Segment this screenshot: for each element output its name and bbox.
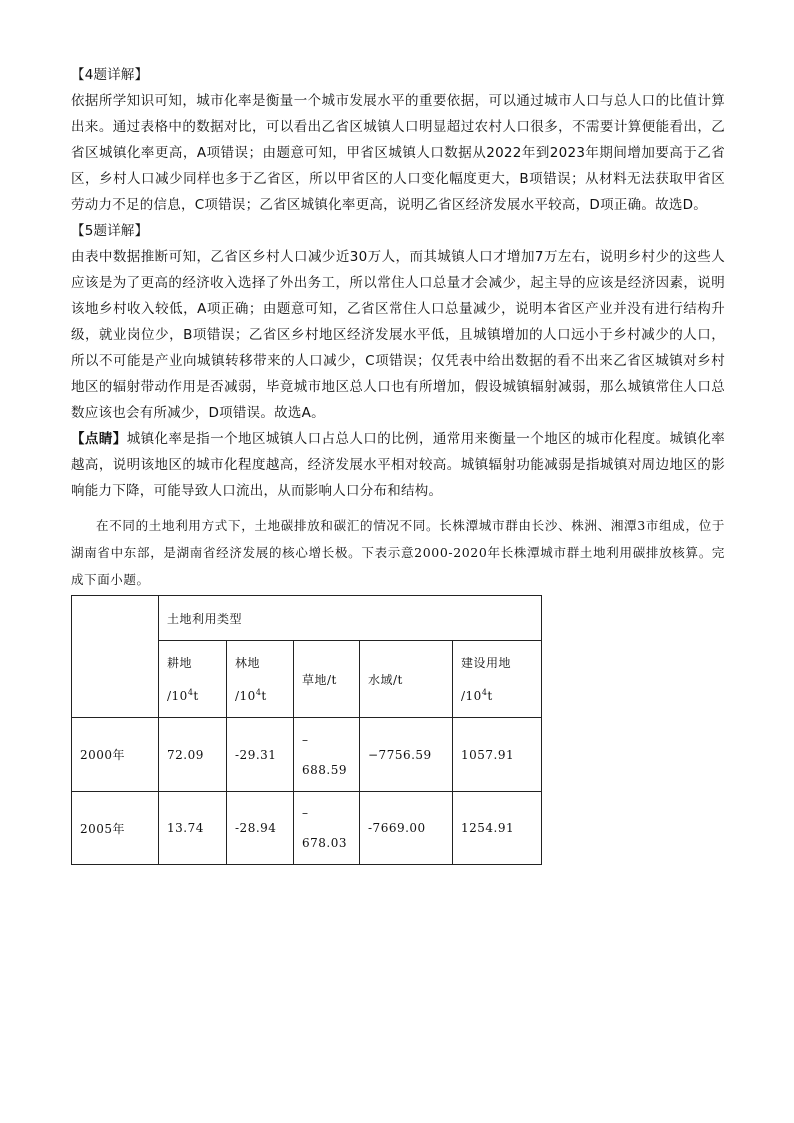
- col-header-water: 水域/t: [360, 641, 453, 718]
- cell-grassland-value: 678.03: [302, 836, 347, 850]
- carbon-emission-table: [71, 595, 542, 865]
- cell-grassland-value: 688.59: [302, 762, 347, 777]
- cell-grassland: [294, 792, 360, 865]
- q4-heading: 【4题详解】: [71, 67, 149, 83]
- col-header-farmland-name: 耕地: [167, 655, 193, 670]
- table-group-header-row: [72, 596, 542, 641]
- table-corner-cell: [72, 596, 159, 718]
- table-row: [72, 718, 542, 792]
- cell-forest: -28.94: [227, 792, 294, 865]
- cell-construction: 1254.91: [453, 792, 542, 865]
- cell-farmland: 72.09: [159, 718, 227, 792]
- col-header-forest: [227, 641, 294, 718]
- table-row: [72, 792, 542, 865]
- document-page: [71, 62, 725, 865]
- row-year: 2000年: [72, 718, 159, 792]
- cell-water: −7756.59: [360, 718, 453, 792]
- land-use-type-header: 土地利用类型: [159, 596, 542, 641]
- col-header-farmland-unit: $/10^4t$: [167, 687, 199, 703]
- q4-explanation: 依据所学知识可知，城市化率是衡量一个城市发展水平的重要依据，可以通过城市人口与总人口的比值计算出来。通过表格中的数据对比，可以看出乙省区城镇人口明显超过农村人口很多，不需要计算便能看出，乙省区城镇化率更高，A项错误；由题意可知，甲省区城镇人口数据从2022年到2023年期间增加要高于乙省区，乡村人口减少同样也多于乙省区，所以甲省区的人口变化幅度更大，B项错误；从材料无法获取甲省区劳动力不足的信息，C项错误；乙省区城镇化率更高，说明乙省区经济发展水平较高，D项正确。故选D。: [71, 93, 725, 213]
- q5-heading: 【5题详解】: [71, 223, 149, 239]
- col-header-construction: [453, 641, 542, 718]
- question-intro: 在不同的土地利用方式下，土地碳排放和碳汇的情况不同。长株潭城市群由长沙、株洲、湘潭3市组成，位于湖南省中东部，是湖南省经济发展的核心增长极。下表示意2000-2020年长株潭城市群土地利用碳排放核算。完成下面小题。: [71, 518, 725, 587]
- col-header-forest-name: 林地: [235, 655, 261, 670]
- cell-water: -7669.00: [360, 792, 453, 865]
- cell-forest: -29.31: [227, 718, 294, 792]
- cell-grassland: [294, 718, 360, 792]
- row-year: 2005年: [72, 792, 159, 865]
- col-header-forest-unit: $/10^4t$: [235, 687, 267, 703]
- cell-grassland-sign: –: [302, 806, 309, 820]
- tip-paragraph: [71, 426, 725, 504]
- col-header-grassland: 草地/t: [294, 641, 360, 718]
- tip-text: 城镇化率是指一个地区城镇人口占总人口的比例，通常用来衡量一个地区的城市化程度。城镇化率越高，说明该地区的城市化程度越高，经济发展水平相对较高。城镇辐射功能减弱是指城镇对周边地区的影响能力下降，可能导致人口流出，从而影响人口分布和结构。: [71, 431, 726, 499]
- cell-grassland-sign: –: [302, 732, 309, 747]
- col-header-farmland: [159, 641, 227, 718]
- tip-label: 【点睛】: [71, 431, 127, 447]
- cell-construction: 1057.91: [453, 718, 542, 792]
- q5-explanation: 由表中数据推断可知，乙省区乡村人口减少近30万人，而其城镇人口才增加7万左右，说明乡村少的这些人应该是为了更高的经济收入选择了外出务工，所以常住人口总量才会减少，起主导的应该是经济因素，说明该地乡村收入较低，A项正确；由题意可知，乙省区常住人口总量减少，说明本省区产业并没有进行结构升级，就业岗位少，B项错误；乙省区乡村地区经济发展水平低，且城镇增加的人口远小于乡村减少的人口，所以不可能是产业向城镇转移带来的人口减少，C项错误；仅凭表中给出数据的看不出来乙省区城镇对乡村地区的辐射带动作用是否减弱，毕竟城市地区总人口也有所增加，假设城镇辐射减弱，那么城镇常住人口总数应该也会有所减少，D项错误。故选A。: [71, 249, 725, 421]
- cell-farmland: 13.74: [159, 792, 227, 865]
- col-header-construction-name: 建设用地: [461, 655, 512, 670]
- col-header-construction-unit: $/10^4t$: [461, 687, 493, 703]
